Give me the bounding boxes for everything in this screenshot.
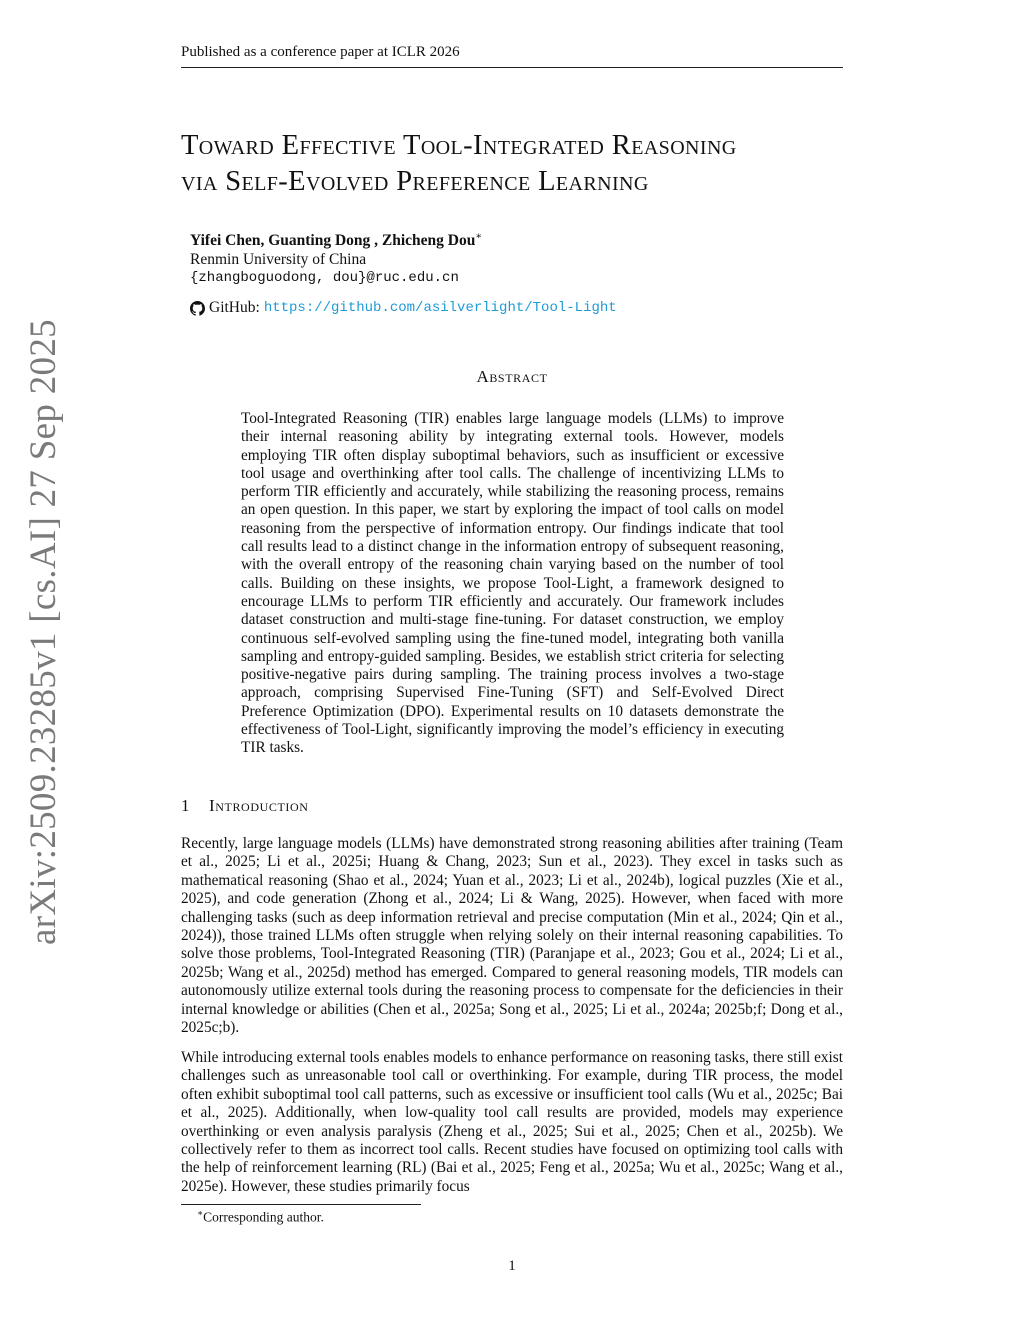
section-number: 1 xyxy=(181,796,191,815)
github-label: GitHub: xyxy=(209,299,260,316)
intro-paragraph-2: While introducing external tools enables models to enhance performance on reasoning tasks, there still exist challenges such as unreasonable tool call or overthinking. For example, during TIR process, the model often exhibit suboptimal tool call patterns, such as excessive or insufficient tool calls (Wu et al., 2025c; Bai et al., 2025). Additionally, when low-quality tool call results are provided, models may experience overthinking or even analysis paralysis (Zheng et al., 2025; Sui et al., 2025; Chen et al., 2025b). We collectively refer to them as incorrect tool calls. Recent studies have focused on optimizing tool calls with the help of reinforcement learning (RL) (Bai et al., 2025; Feng et al., 2025a; Wu et al., 2025c; Wang et al., 2025e). However, these studies primarily focus xyxy=(181,1049,843,1195)
title-line-2: via Self-Evolved Preference Learning xyxy=(181,166,649,197)
abstract-text: Tool-Integrated Reasoning (TIR) enables large language models (LLMs) to improve their internal reasoning ability by integrating external tools. However, models employing TIR often display suboptimal behaviors, such as insufficient or excessive tool usage and overthinking after tool calls. The challenge of incentivizing LLMs to perform TIR efficiently and accurately, while stabilizing the reasoning process, remains an open question. In this paper, we start by exploring the impact of tool calls on model reasoning from the perspective of information entropy. Our findings indicate that tool call results lead to a distinct change in the information entropy of subsequent reasoning, with the overall entropy of the reasoning chain varying based on the number of tool calls. Building on these insights, we propose Tool-Light, a framework designed to encourage LLMs to perform TIR efficiently and accurately. Our framework includes dataset construction and multi-stage fine-tuning. For dataset construction, we employ continuous self-evolved sampling using the fine-tuned model, integrating both vanilla sampling and entropy-guided sampling. Besides, we establish strict criteria for selecting positive-negative pairs during sampling. The training process involves a two-stage approach, comprising Supervised Fine-Tuning (SFT) and Self-Evolved Direct Preference Optimization (DPO). Experimental results on 10 datasets demonstrate the effectiveness of Tool-Light, significantly improving the model’s efficiency in executing TIR tasks. xyxy=(241,410,784,757)
github-link[interactable]: https://github.com/asilverlight/Tool-Light xyxy=(263,300,617,316)
intro-paragraph-1: Recently, large language models (LLMs) have demonstrated strong reasoning abilities after training (Team et al., 2025; Li et al., 2025i; Huang & Chang, 2023; Sun et al., 2023). They excel in tasks such as mathematical reasoning (Shao et al., 2024; Yuan et al., 2023; Li et al., 2024b), logical puzzles (Xie et al., 2025), and code generation (Zhong et al., 2024; Li & Wang, 2025). However, when faced with more challenging tasks (such as deep information retrieval and precise computation (Min et al., 2024; Qin et al., 2024)), those trained LLMs often struggle when relying solely on their internal reasoning capabilities. To solve those problems, Tool-Integrated Reasoning (TIR) (Paranjape et al., 2023; Gou et al., 2024; Li et al., 2025b; Wang et al., 2025d) method has emerged. Compared to general reasoning models, TIR models can autonomously utilize external tools during the reasoning process to compensate for the deficiencies in their internal knowledge or abilities (Chen et al., 2025a; Song et al., 2025; Li et al., 2024a; 2025b;f; Dong et al., 2025c;b). xyxy=(181,835,843,1037)
github-line xyxy=(190,299,617,317)
section-title: Introduction xyxy=(209,796,309,815)
author-email: {zhangboguodong, dou}@ruc.edu.cn xyxy=(190,270,459,287)
page-number: 1 xyxy=(508,1258,516,1274)
section-heading-introduction xyxy=(181,796,309,816)
author-names: Yifei Chen, Guanting Dong , Zhicheng Dou xyxy=(190,232,476,250)
footnote-rule xyxy=(181,1204,421,1205)
corresponding-mark: ∗ xyxy=(475,231,483,242)
footnote-mark: ∗ xyxy=(197,1208,204,1218)
title-line-1: Toward Effective Tool-Integrated Reasoning xyxy=(181,130,737,161)
abstract-heading: Abstract xyxy=(476,367,548,386)
arxiv-stamp: arXiv:2509.23285v1 [cs.AI] 27 Sep 2025 xyxy=(23,319,64,945)
footnote xyxy=(197,1208,324,1226)
footnote-text: Corresponding author. xyxy=(203,1209,324,1225)
author-block xyxy=(190,227,790,288)
affiliation: Renmin University of China xyxy=(190,251,367,269)
github-icon xyxy=(190,301,205,316)
paper-title xyxy=(181,128,861,200)
running-head: Published as a conference paper at ICLR 2026 xyxy=(181,44,843,68)
